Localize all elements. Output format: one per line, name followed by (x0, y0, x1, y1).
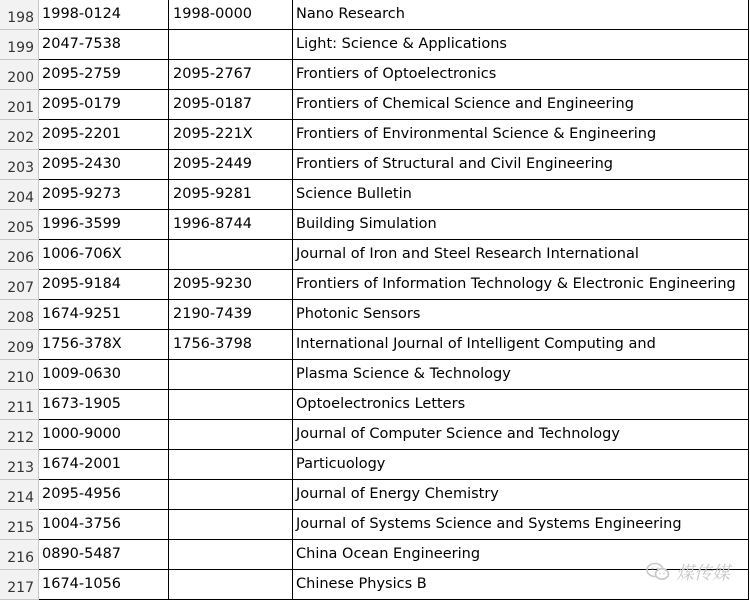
eissn-cell[interactable]: 2095-0187 (169, 90, 293, 120)
watermark (646, 559, 730, 585)
issn-cell[interactable]: 2095-4956 (39, 480, 169, 510)
issn-cell[interactable]: 2047-7538 (39, 30, 169, 60)
row-header[interactable]: 210 (0, 360, 39, 390)
journal-title-cell[interactable]: Journal of Computer Science and Technology (293, 420, 749, 450)
watermark-text: 煤传媒 (676, 563, 730, 584)
journal-title-cell[interactable]: Optoelectronics Letters (293, 390, 749, 420)
issn-cell[interactable]: 2095-2430 (39, 150, 169, 180)
eissn-cell[interactable] (169, 450, 293, 480)
eissn-cell[interactable]: 1998-0000 (169, 0, 293, 30)
wechat-icon (646, 562, 670, 582)
table-row (0, 360, 750, 390)
table-row (0, 150, 750, 180)
row-header[interactable]: 204 (0, 180, 39, 210)
issn-cell[interactable]: 1996-3599 (39, 210, 169, 240)
issn-cell[interactable]: 1673-1905 (39, 390, 169, 420)
issn-cell[interactable]: 1006-706X (39, 240, 169, 270)
journal-title-cell[interactable]: Photonic Sensors (293, 300, 749, 330)
table-row (0, 30, 750, 60)
issn-cell[interactable]: 1004-3756 (39, 510, 169, 540)
table-row (0, 330, 750, 360)
table-row (0, 390, 750, 420)
table-row (0, 570, 750, 600)
eissn-cell[interactable]: 2095-9281 (169, 180, 293, 210)
eissn-cell[interactable] (169, 30, 293, 60)
journal-title-cell[interactable]: International Journal of Intelligent Computing and (293, 330, 749, 360)
eissn-cell[interactable] (169, 510, 293, 540)
issn-cell[interactable]: 1674-9251 (39, 300, 169, 330)
journal-title-cell[interactable]: Chinese Physics B (293, 570, 749, 600)
eissn-cell[interactable]: 2095-2449 (169, 150, 293, 180)
row-header[interactable]: 199 (0, 30, 39, 60)
journal-title-cell[interactable]: Frontiers of Structural and Civil Engineering (293, 150, 749, 180)
issn-cell[interactable]: 2095-0179 (39, 90, 169, 120)
journal-title-cell[interactable]: Particuology (293, 450, 749, 480)
row-header[interactable]: 207 (0, 270, 39, 300)
table-row (0, 240, 750, 270)
table-row (0, 120, 750, 150)
row-header[interactable]: 202 (0, 120, 39, 150)
journal-title-cell[interactable]: Nano Research (293, 0, 749, 30)
eissn-cell[interactable] (169, 360, 293, 390)
table-row (0, 300, 750, 330)
issn-cell[interactable]: 2095-2759 (39, 60, 169, 90)
row-header[interactable]: 203 (0, 150, 39, 180)
eissn-cell[interactable]: 2095-221X (169, 120, 293, 150)
row-header[interactable]: 201 (0, 90, 39, 120)
journal-title-cell[interactable]: Journal of Iron and Steel Research International (293, 240, 749, 270)
issn-cell[interactable]: 1009-0630 (39, 360, 169, 390)
row-header[interactable]: 214 (0, 480, 39, 510)
journal-title-cell[interactable]: Science Bulletin (293, 180, 749, 210)
issn-cell[interactable]: 1000-9000 (39, 420, 169, 450)
journal-title-cell[interactable]: Plasma Science & Technology (293, 360, 749, 390)
journal-title-cell[interactable]: Journal of Energy Chemistry (293, 480, 749, 510)
journal-title-cell[interactable]: Frontiers of Environmental Science & Engineering (293, 120, 749, 150)
eissn-cell[interactable]: 1996-8744 (169, 210, 293, 240)
row-header[interactable]: 200 (0, 60, 39, 90)
eissn-cell[interactable]: 2095-2767 (169, 60, 293, 90)
row-header[interactable]: 205 (0, 210, 39, 240)
table-row (0, 60, 750, 90)
issn-cell[interactable]: 0890-5487 (39, 540, 169, 570)
row-header[interactable]: 216 (0, 540, 39, 570)
eissn-cell[interactable] (169, 570, 293, 600)
table-row (0, 420, 750, 450)
table-row (0, 210, 750, 240)
table-row (0, 180, 750, 210)
row-header[interactable]: 215 (0, 510, 39, 540)
row-header[interactable]: 213 (0, 450, 39, 480)
eissn-cell[interactable] (169, 540, 293, 570)
row-header[interactable]: 211 (0, 390, 39, 420)
issn-cell[interactable]: 1998-0124 (39, 0, 169, 30)
eissn-cell[interactable]: 2190-7439 (169, 300, 293, 330)
row-header[interactable]: 208 (0, 300, 39, 330)
issn-cell[interactable]: 2095-2201 (39, 120, 169, 150)
eissn-cell[interactable]: 2095-9230 (169, 270, 293, 300)
journal-title-cell[interactable]: China Ocean Engineering (293, 540, 749, 570)
journal-title-cell[interactable]: Frontiers of Information Technology & Electronic Engineering (293, 270, 749, 300)
table-row (0, 480, 750, 510)
journal-title-cell[interactable]: Journal of Systems Science and Systems Engineering (293, 510, 749, 540)
row-header[interactable]: 212 (0, 420, 39, 450)
journal-title-cell[interactable]: Frontiers of Chemical Science and Engineering (293, 90, 749, 120)
journal-title-cell[interactable]: Frontiers of Optoelectronics (293, 60, 749, 90)
table-row (0, 90, 750, 120)
eissn-cell[interactable] (169, 420, 293, 450)
table-row (0, 510, 750, 540)
eissn-cell[interactable] (169, 480, 293, 510)
table-row (0, 270, 750, 300)
table-row (0, 450, 750, 480)
issn-cell[interactable]: 1674-1056 (39, 570, 169, 600)
issn-cell[interactable]: 2095-9184 (39, 270, 169, 300)
row-header[interactable]: 206 (0, 240, 39, 270)
issn-cell[interactable]: 2095-9273 (39, 180, 169, 210)
table-row (0, 540, 750, 570)
table-row (0, 0, 750, 30)
journal-title-cell[interactable]: Building Simulation (293, 210, 749, 240)
row-header[interactable]: 198 (0, 0, 39, 30)
row-header[interactable]: 217 (0, 570, 39, 600)
issn-cell[interactable]: 1674-2001 (39, 450, 169, 480)
eissn-cell[interactable] (169, 390, 293, 420)
issn-cell[interactable]: 1756-378X (39, 330, 169, 360)
eissn-cell[interactable] (169, 240, 293, 270)
journal-title-cell[interactable]: Light: Science & Applications (293, 30, 749, 60)
eissn-cell[interactable]: 1756-3798 (169, 330, 293, 360)
row-header[interactable]: 209 (0, 330, 39, 360)
